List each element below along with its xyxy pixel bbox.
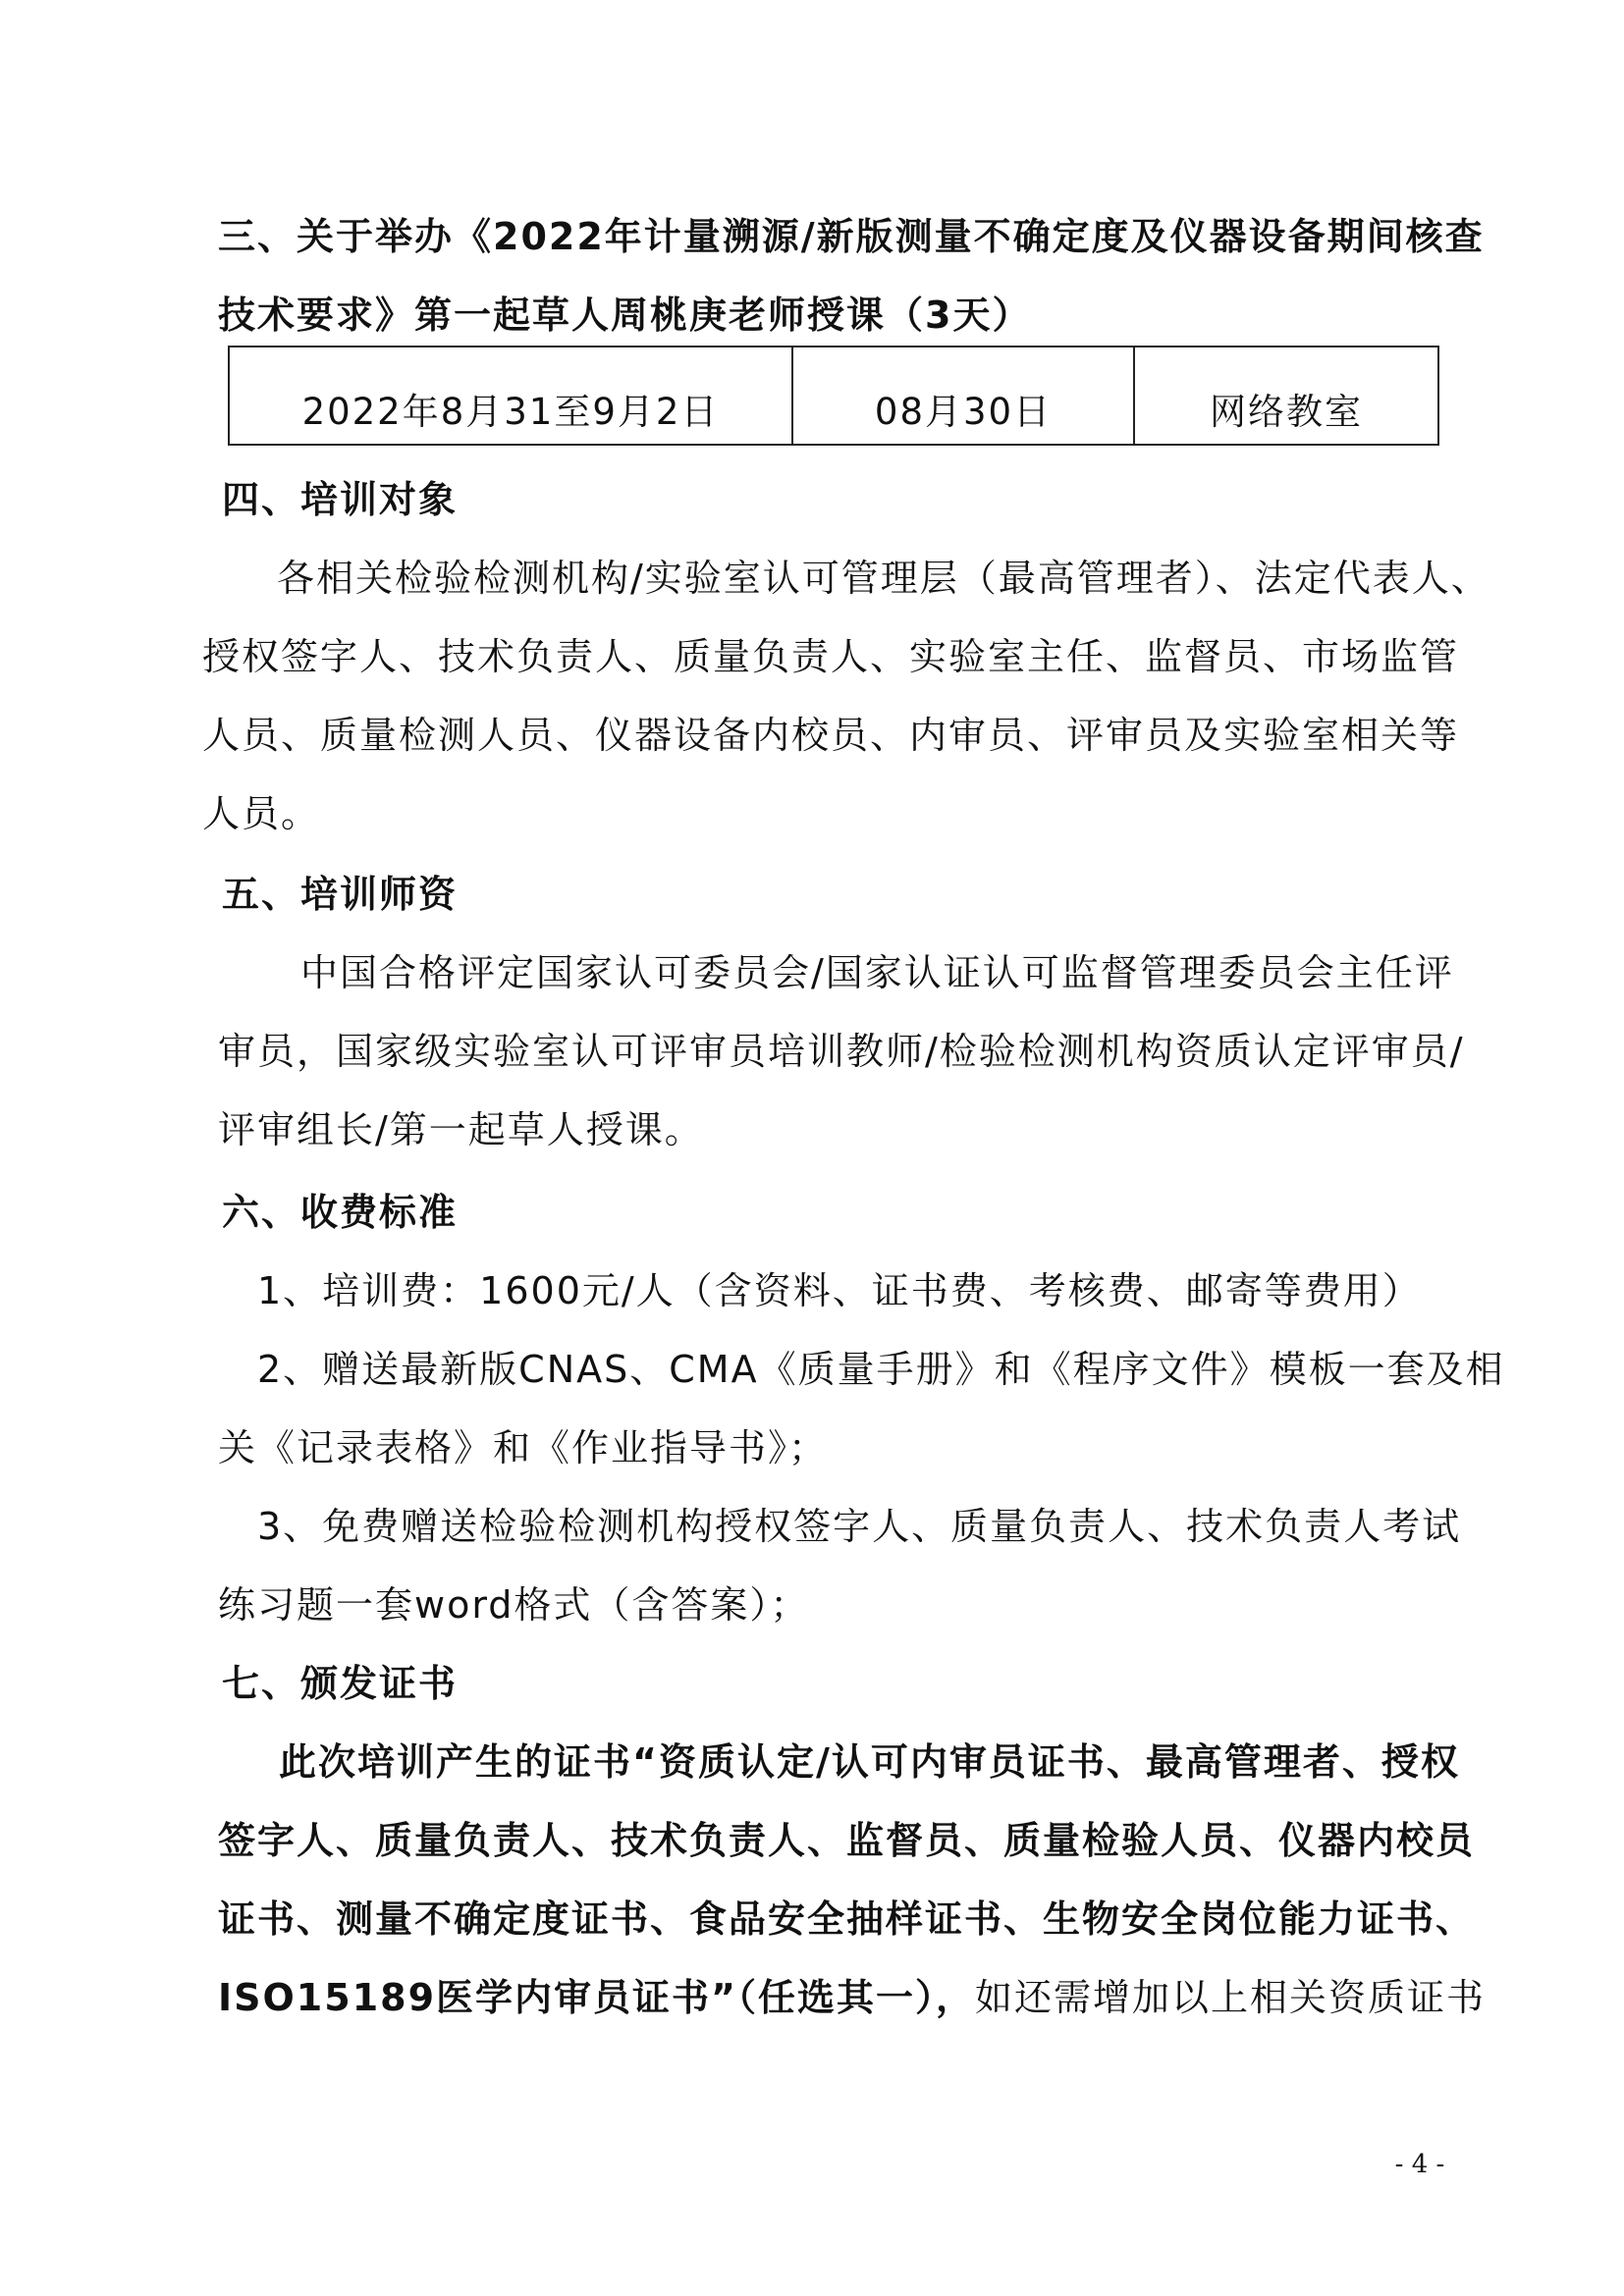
table-row	[229, 347, 1438, 445]
section5-line-1: 中国合格评定国家认可委员会/国家认证认可监督管理委员会主任评	[300, 951, 1454, 994]
section4-line-1: 各相关检验检测机构/实验室认可管理层（最高管理者）、法定代表人、	[277, 557, 1490, 600]
section7-line-4-normal: 如还需增加以上相关资质证书	[975, 1976, 1487, 2019]
section5-heading: 五、培训师资	[222, 873, 459, 916]
table-cell-dates: 2022年8月31至9月2日	[229, 347, 792, 445]
section3-title-line1: 三、关于举办《2022年计量溯源/新版测量不确定度及仪器设备期间核查	[218, 215, 1485, 258]
section6-item-3-line-1: 3、免费赠送检验检测机构授权签字人、质量负责人、技术负责人考试	[257, 1505, 1462, 1548]
section3-title-line2: 技术要求》第一起草人周桃庚老师授课（3天）	[218, 294, 1032, 337]
section6-item-3-line-2: 练习题一套word格式（含答案）；	[218, 1583, 810, 1627]
section6-item-2-line-1: 2、赠送最新版CNAS、CMA《质量手册》和《程序文件》模板一套及相	[257, 1348, 1505, 1391]
table-cell-signup-date: 08月30日	[792, 347, 1134, 445]
section7-line-1: 此次培训产生的证书“资质认定/认可内审员证书、最高管理者、授权	[279, 1740, 1460, 1784]
section4-line-2: 授权签字人、技术负责人、质量负责人、实验室主任、监督员、市场监管	[202, 635, 1460, 678]
section6-item-2-line-2: 关《记录表格》和《作业指导书》；	[218, 1426, 829, 1469]
schedule-table	[228, 346, 1439, 446]
section4-line-3: 人员、质量检测人员、仪器设备内校员、内审员、评审员及实验室相关等	[202, 714, 1460, 757]
section4-line-4: 人员。	[202, 792, 321, 835]
section5-line-2: 审员，国家级实验室认可评审员培训教师/检验检测机构资质认定评审员/	[218, 1030, 1465, 1073]
section6-item-1: 1、培训费：1600元/人（含资料、证书费、考核费、邮寄等费用）	[257, 1269, 1422, 1312]
section4-heading: 四、培训对象	[222, 478, 459, 521]
section6-heading: 六、收费标准	[222, 1191, 459, 1234]
section7-line-2: 签字人、质量负责人、技术负责人、监督员、质量检验人员、仪器内校员	[218, 1819, 1476, 1862]
section7-line-4-bold: ISO15189医学内审员证书”（任选其一），	[218, 1976, 975, 2019]
section5-line-3: 评审组长/第一起草人授课。	[218, 1108, 704, 1151]
table-cell-location: 网络教室	[1134, 347, 1438, 445]
section7-heading: 七、颁发证书	[222, 1662, 459, 1705]
section7-line-3: 证书、测量不确定度证书、食品安全抽样证书、生物安全岗位能力证书、	[218, 1897, 1476, 1941]
section7-line-4	[218, 1973, 1486, 2022]
page-number: - 4 -	[1394, 2150, 1445, 2179]
